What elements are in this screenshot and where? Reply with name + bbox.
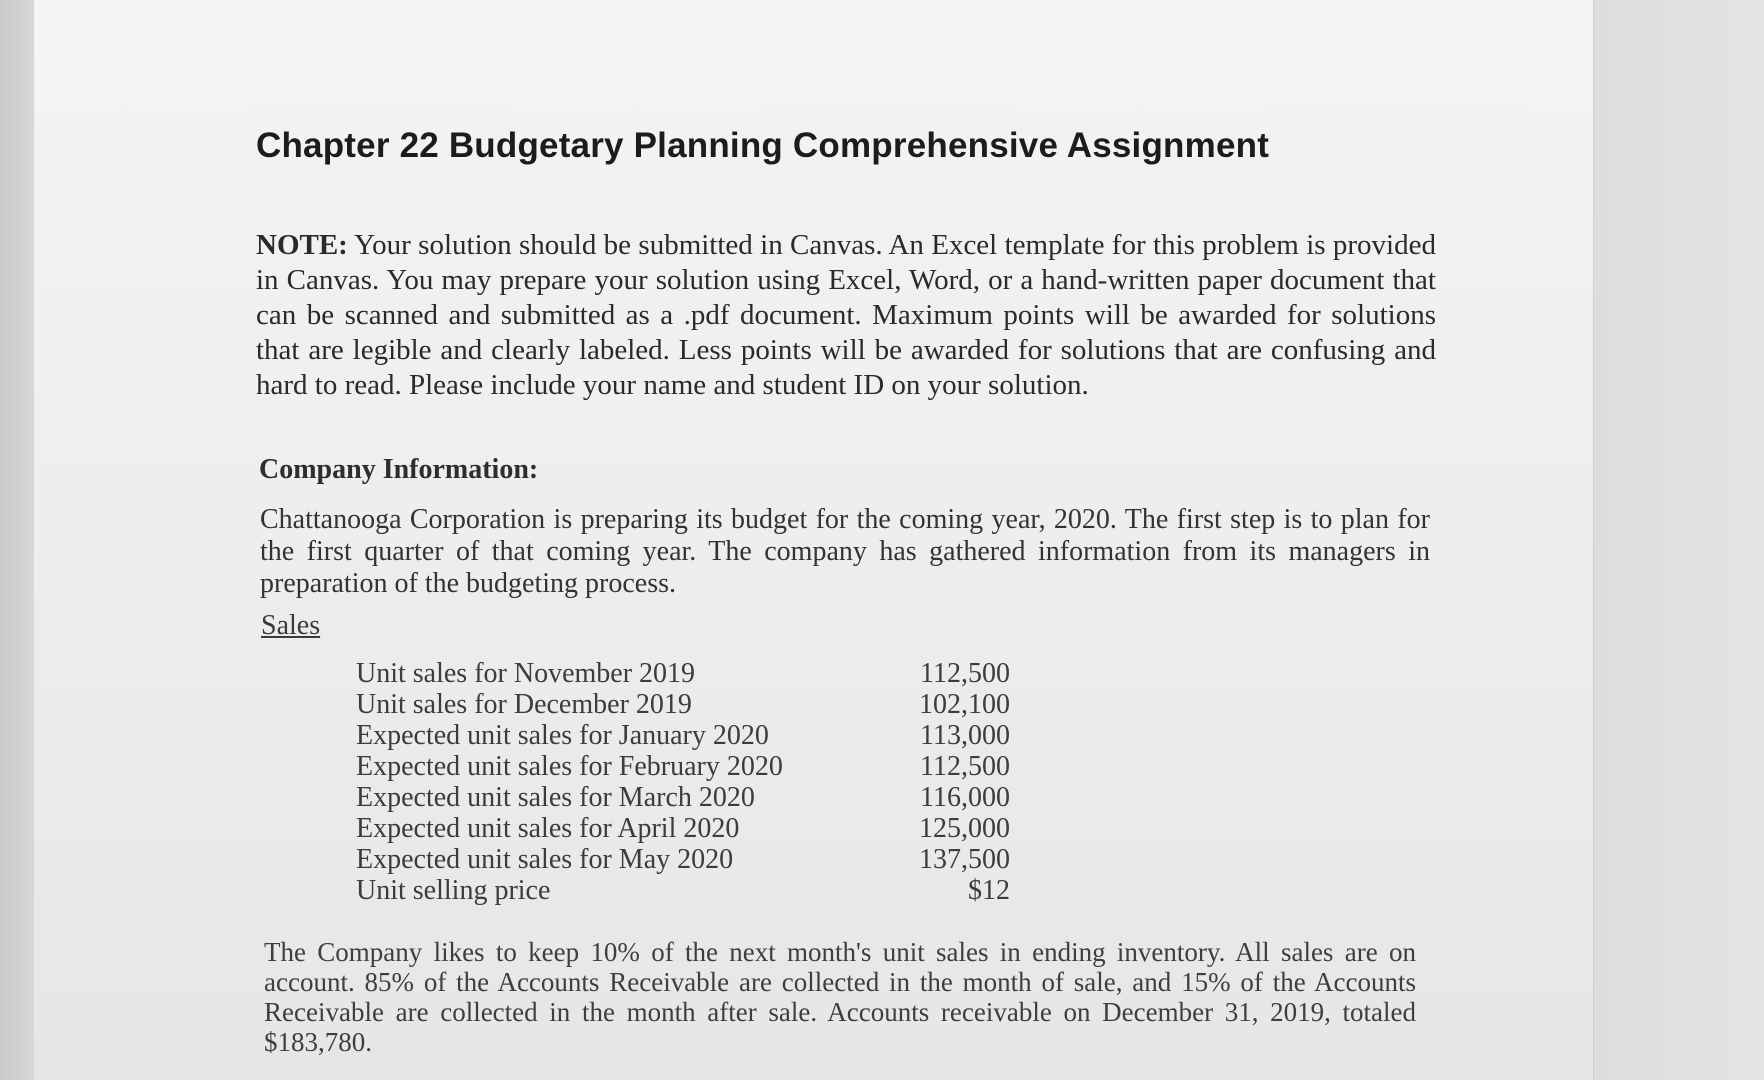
sales-row-may-2020 (356, 844, 1010, 875)
sales-row-label: Expected unit sales for April 2020 (356, 813, 740, 844)
sales-row-november-2019 (356, 658, 1010, 689)
sales-row-label: Unit sales for December 2019 (356, 689, 692, 720)
note-label: NOTE: (256, 229, 348, 261)
sales-row-march-2020 (356, 782, 1010, 813)
company-information-heading: Company Information: (259, 454, 539, 485)
company-intro-paragraph: Chattanooga Corporation is preparing its budget for the coming year, 2020. The first step is to plan for the first quarter of that coming year. The company has gathered information from its managers in preparation of the budgeting process. (260, 504, 1430, 599)
sales-row-value: 112,500 (920, 658, 1010, 689)
document-page (34, 0, 1594, 1080)
sales-row-december-2019 (356, 689, 1010, 720)
screen-edge-right (1594, 0, 1764, 1080)
screen-edge-left (0, 0, 34, 1080)
sales-row-january-2020 (356, 720, 1010, 751)
sales-row-value: 116,000 (920, 782, 1010, 813)
sales-row-april-2020 (356, 813, 1010, 844)
sales-row-label: Unit sales for November 2019 (356, 658, 696, 689)
sales-row-label: Expected unit sales for March 2020 (356, 782, 755, 813)
sales-table (356, 658, 1010, 906)
sales-row-february-2020 (356, 751, 1010, 782)
sales-row-value: 102,100 (919, 689, 1010, 720)
document-title: Chapter 22 Budgetary Planning Comprehensive Assignment (256, 126, 1270, 165)
sales-row-label: Expected unit sales for January 2020 (356, 720, 769, 751)
sales-row-unit-selling-price (356, 875, 1010, 906)
sales-row-value: 113,000 (920, 720, 1010, 751)
inventory-collections-paragraph: The Company likes to keep 10% of the next month's unit sales in ending inventory. All sales are on account. 85% of the Accounts Receivable are collected in the month of sale, and 15% of the Accounts Receivable are collected in the month after sale. Accounts receivable on December 31, 2019, totaled $183,780. (264, 937, 1416, 1057)
sales-row-label: Unit selling price (356, 875, 551, 906)
sales-row-value: 112,500 (920, 751, 1010, 782)
sales-row-value: $12 (968, 875, 1010, 906)
sales-row-label: Expected unit sales for May 2020 (356, 844, 734, 875)
sales-row-label: Expected unit sales for February 2020 (356, 751, 783, 782)
note-paragraph (256, 228, 1436, 403)
note-text: Your solution should be submitted in Canvas. An Excel template for this problem is provided in Canvas. You may prepare your solution using Excel, Word, or a hand-written paper document that can be scanned and submitted as a .pdf document. Maximum points will be awarded for solutions that are legible and clearly labeled. Less points will be awarded for solutions that are confusing and hard to read. Please include your name and student ID on your solution. (256, 229, 1436, 401)
sales-heading: Sales (261, 610, 321, 641)
sales-row-value: 137,500 (919, 844, 1010, 875)
sales-row-value: 125,000 (919, 813, 1010, 844)
